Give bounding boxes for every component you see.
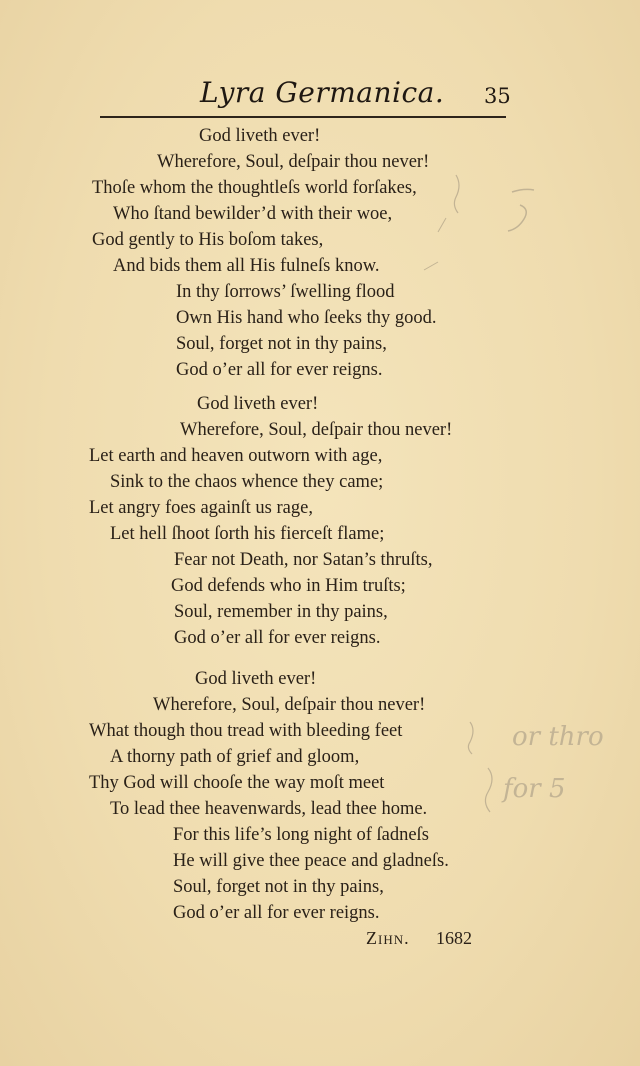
poem-line: Soul, forget not in thy pains, [176,334,387,354]
page-number: 35 [484,84,511,108]
poem-line: Wherefore, Soul, deſpair thou never! [180,420,453,440]
marginalia-note: or thro [512,722,604,752]
marginalia-note: for 5 [503,774,566,804]
poem-line: Soul, remember in thy pains, [174,602,388,622]
poem-line: For this life’s long night of ſadneſs [173,825,429,845]
poem-line: He will give thee peace and gladneſs. [173,851,449,871]
poem-line: God o’er all for ever reigns. [174,628,381,648]
poem-line: God o’er all for ever reigns. [173,903,380,923]
poem-line: Let hell ſhoot ſorth his fierceſt flame; [110,524,385,544]
poem-line: Sink to the chaos whence they came; [110,472,384,492]
poem-line: God liveth ever! [195,669,317,689]
poem-line: Who ſtand bewilder’d with their woe, [113,204,393,224]
poem-line: To lead thee heavenwards, lead thee home. [110,799,428,819]
poem-line: Let angry foes againſt us rage, [89,498,313,518]
poem-line: Wherefore, Soul, deſpair thou never! [153,695,426,715]
attribution-author: Zihn. [366,928,410,948]
poem-line: What though thou tread with bleeding feet [89,721,403,741]
poem-line: God o’er all for ever reigns. [176,360,383,380]
attribution-year: 1682 [436,928,472,948]
poem-line: Wherefore, Soul, deſpair thou never! [157,152,430,172]
poem-line: Soul, forget not in thy pains, [173,877,384,897]
poem-line: In thy ſorrows’ ſwelling flood [176,282,395,302]
poem-line: Thy God will chooſe the way moſt meet [89,773,385,793]
poem-line: Let earth and heaven outworn with age, [89,446,383,466]
poem-line: Thoſe whom the thoughtleſs world forſakes, [92,178,417,198]
poem-line: And bids them all His fulneſs know. [113,256,380,276]
poem-line: God liveth ever! [197,394,319,414]
running-title: Lyra Germanica. [200,76,445,109]
poem-line: God liveth ever! [199,126,321,146]
poem-line: God gently to His boſom takes, [92,230,324,250]
poem-line: God defends who in Him truſts; [171,576,406,596]
poem-line: A thorny path of grief and gloom, [110,747,360,767]
poem-line: Fear not Death, nor Satan’s thruſts, [174,550,433,570]
poem-line: Own His hand who ſeeks thy good. [176,308,437,328]
